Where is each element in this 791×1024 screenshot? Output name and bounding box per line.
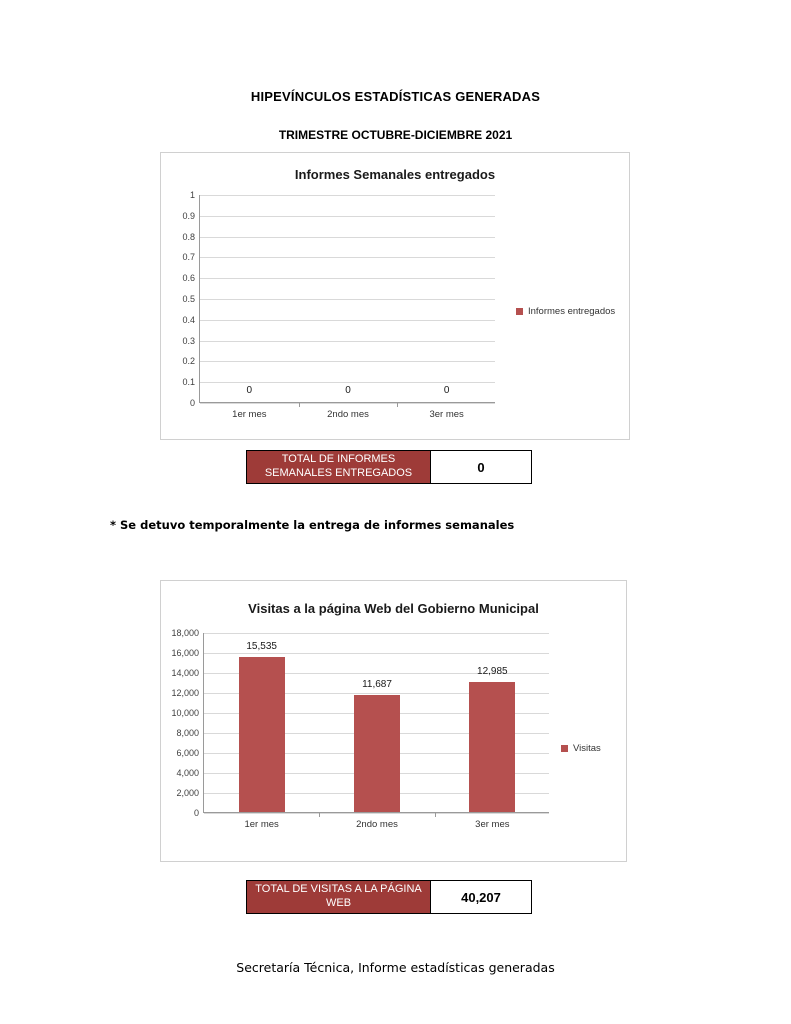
gridline bbox=[200, 299, 495, 300]
y-axis-tick-label: 4,000 bbox=[176, 768, 199, 778]
chart-title: Informes Semanales entregados bbox=[294, 167, 496, 182]
bar-value-label: 11,687 bbox=[362, 679, 392, 691]
axis-tick-mark bbox=[319, 812, 320, 817]
chart-visitas-web bbox=[160, 580, 627, 862]
bar bbox=[239, 657, 285, 812]
x-axis-tick-label: 3er mes bbox=[429, 409, 464, 420]
plot-area bbox=[182, 190, 495, 420]
chart-title: Visitas a la página Web del Gobierno Municipal bbox=[248, 601, 539, 616]
y-axis-tick-label: 10,000 bbox=[171, 708, 199, 718]
y-axis-tick-label: 0.9 bbox=[182, 210, 195, 221]
axis-tick-mark bbox=[435, 812, 436, 817]
bar-value-label: 15,535 bbox=[246, 640, 277, 652]
total-informes-row bbox=[246, 450, 532, 484]
y-axis-tick-label: 14,000 bbox=[171, 668, 199, 678]
y-axis-tick-label: 8,000 bbox=[176, 728, 199, 738]
total-visitas-value: 40,207 bbox=[431, 881, 531, 913]
bar-value-label: 0 bbox=[246, 385, 253, 396]
footer-text: Secretaría Técnica, Informe estadísticas generadas bbox=[236, 960, 555, 975]
y-axis-tick-label: 0 bbox=[193, 808, 199, 818]
bar-value-label: 0 bbox=[345, 385, 351, 396]
gridline bbox=[204, 653, 549, 654]
bar bbox=[354, 695, 400, 812]
y-axis-tick-label: 6,000 bbox=[176, 748, 199, 758]
y-axis-tick-label: 0.5 bbox=[182, 294, 195, 304]
total-informes-value: 0 bbox=[431, 451, 531, 483]
legend-swatch-icon bbox=[561, 745, 568, 752]
y-axis-tick-label: 0.1 bbox=[182, 377, 195, 388]
gridline bbox=[200, 216, 495, 217]
y-axis-tick-label: 0.3 bbox=[182, 335, 195, 346]
total-visitas-label: TOTAL DE VISITAS A LA PÁGINA WEB bbox=[247, 881, 431, 913]
y-axis-tick-label: 2,000 bbox=[176, 788, 199, 798]
y-axis-tick-label: 1 bbox=[189, 190, 195, 200]
bar-value-label: 0 bbox=[443, 385, 450, 396]
gridline bbox=[200, 382, 495, 383]
y-axis-tick-label: 12,000 bbox=[171, 688, 199, 698]
gridline bbox=[204, 813, 549, 814]
y-axis-tick-label: 16,000 bbox=[171, 648, 199, 658]
plot-area bbox=[171, 628, 549, 830]
gridline bbox=[204, 633, 549, 634]
gridline bbox=[200, 257, 495, 258]
y-axis-tick-label: 18,000 bbox=[171, 628, 199, 638]
gridline bbox=[200, 341, 495, 342]
axis-tick-mark bbox=[299, 402, 300, 407]
gridline bbox=[200, 278, 495, 279]
total-visitas-row bbox=[246, 880, 532, 914]
chart-legend bbox=[561, 743, 601, 754]
x-axis-tick-label: 1er mes bbox=[244, 819, 279, 830]
axis-tick-mark bbox=[397, 402, 398, 407]
y-axis-tick-label: 0.2 bbox=[182, 356, 195, 367]
legend-swatch-icon bbox=[516, 308, 523, 315]
gridline bbox=[200, 361, 495, 362]
total-informes-label: TOTAL DE INFORMES SEMANALES ENTREGADOS bbox=[247, 451, 431, 483]
gridline bbox=[200, 237, 495, 238]
gridline bbox=[200, 195, 495, 196]
y-axis-tick-label: 0.8 bbox=[182, 231, 195, 242]
legend-label: Informes entregados bbox=[528, 306, 616, 317]
bar-value-label: 12,985 bbox=[477, 666, 508, 678]
page-subtitle: TRIMESTRE OCTUBRE-DICIEMBRE 2021 bbox=[278, 128, 513, 142]
chart-informes-semanales bbox=[160, 152, 630, 440]
y-axis-tick-label: 0 bbox=[189, 398, 195, 408]
x-axis-tick-label: 1er mes bbox=[232, 409, 267, 420]
bar bbox=[469, 682, 515, 812]
chart-legend bbox=[516, 306, 615, 317]
gridline bbox=[200, 403, 495, 404]
legend-label: Visitas bbox=[573, 743, 601, 754]
x-axis-tick-label: 3er mes bbox=[475, 819, 510, 830]
y-axis-tick-label: 0.4 bbox=[182, 314, 195, 325]
y-axis-tick-label: 0.6 bbox=[182, 273, 195, 284]
page-title: HIPEVÍNCULOS ESTADÍSTICAS GENERADAS bbox=[250, 89, 541, 104]
gridline bbox=[200, 320, 495, 321]
x-axis-tick-label: 2ndo mes bbox=[356, 819, 398, 830]
note-text: * Se detuvo temporalmente la entrega de informes semanales bbox=[110, 518, 515, 532]
y-axis-tick-label: 0.7 bbox=[182, 252, 195, 263]
x-axis-tick-label: 2ndo mes bbox=[327, 409, 369, 420]
